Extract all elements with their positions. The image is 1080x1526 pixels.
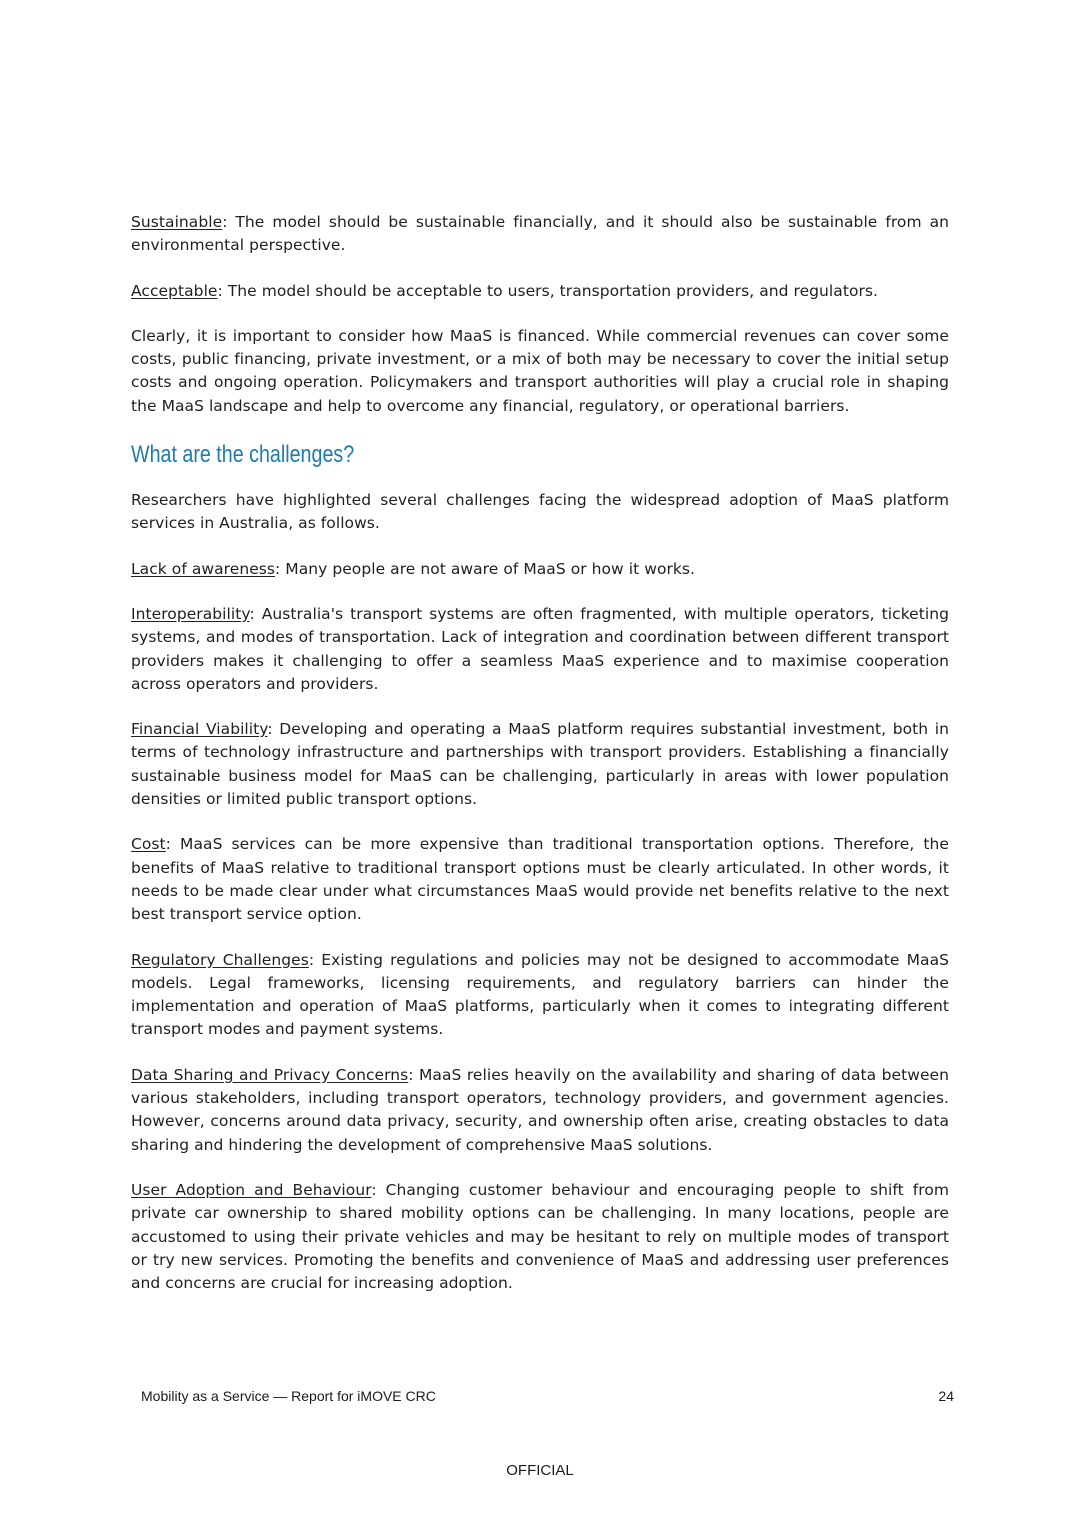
paragraph-text: : Existing regulations and policies may not be designed to accommodate MaaS models. Legal frameworks, licensing requirements, and regulatory barriers can hinder the implementation and operation of MaaS platforms, particularly when it comes to integrating different transport modes and payment systems. (131, 950, 950, 1039)
section-heading: What are the challenges? (131, 441, 355, 469)
paragraph-text: Clearly, it is important to consider how MaaS is financed. While commercial revenues can cover some costs, public financing, private investment, or a mix of both may be necessary to cover the initial setup costs and ongoing operation. Policymakers and transport authorities will play a crucial role in shaping the MaaS landscape and help to overcome any financial, regulatory, or operational barriers. (131, 326, 949, 415)
paragraph-text: : Changing customer behaviour and encouraging people to shift from private car ownership to shared mobility options can be challenging. In many locations, people are accustomed to using their private vehicles and may be hesitant to rely on multiple modes of transport or try new services. Promoting the benefits and convenience of MaaS and addressing user preferences and concerns are crucial for increasing adoption. (131, 1180, 950, 1293)
term-user-adoption: User Adoption and Behaviour (131, 1180, 372, 1199)
paragraph-financing (131, 325, 949, 418)
paragraph-text: Researchers have highlighted several challenges facing the widespread adoption of MaaS platform services in Australia, as follows. (131, 491, 949, 533)
paragraph-sustainable (131, 211, 949, 258)
footer-report-title: Mobility as a Service — Report for iMOVE CRC (141, 1388, 436, 1404)
term-acceptable: Acceptable (131, 281, 218, 300)
term-data-sharing: Data Sharing and Privacy Concerns (131, 1065, 409, 1084)
term-lack-of-awareness: Lack of awareness (131, 559, 276, 578)
paragraph-text: : Developing and operating a MaaS platform requires substantial investment, both in terms of technology infrastructure and partnerships with transport providers. Establishing a financially sustainable business model for MaaS can be challenging, particularly in areas with lower population densities or limited public transport options. (131, 720, 949, 809)
paragraph-data-sharing (131, 1064, 949, 1157)
paragraph-text: : The model should be sustainable financially, and it should also be sustainable from an environmental perspective. (131, 213, 949, 255)
term-regulatory-challenges: Regulatory Challenges (131, 950, 309, 969)
paragraph-intro (131, 489, 949, 536)
paragraph-text: : Australia's transport systems are often fragmented, with multiple operators, ticketing systems, and modes of transportation. Lack of integration and coordination between different transport providers makes it challenging to offer a seamless MaaS experience and to maximise cooperation across operators and providers. (131, 604, 949, 693)
paragraph-interoperability (131, 603, 949, 696)
paragraph-lack-of-awareness (131, 558, 949, 581)
security-classification: OFFICIAL (506, 1462, 574, 1479)
page-body (131, 211, 949, 1317)
paragraph-text: : The model should be acceptable to users, transportation providers, and regulators. (217, 281, 879, 300)
term-sustainable: Sustainable (131, 213, 223, 231)
footer-page-number: 24 (938, 1388, 954, 1404)
paragraph-acceptable (131, 280, 949, 303)
paragraph-regulatory-challenges (131, 949, 949, 1042)
term-financial-viability: Financial Viability (131, 720, 268, 739)
paragraph-text: : Many people are not aware of MaaS or how it works. (275, 559, 696, 578)
paragraph-financial-viability (131, 718, 949, 811)
term-cost: Cost (131, 835, 166, 854)
paragraph-text: : MaaS relies heavily on the availability and sharing of data between various stakeholders, including transport operators, technology providers, and government agencies. However, concerns around data privacy, security, and ownership often arise, creating obstacles to data sharing and hindering the development of comprehensive MaaS solutions. (131, 1065, 949, 1154)
paragraph-user-adoption (131, 1179, 949, 1295)
term-interoperability: Interoperability (131, 604, 250, 623)
paragraph-text: : MaaS services can be more expensive than traditional transportation options. Therefore, the benefits of MaaS relative to traditional transport options must be clearly articulated. In other words, it needs to be made clear under what circumstances MaaS would provide net benefits relative to the next best transport service option. (131, 835, 949, 924)
paragraph-cost (131, 833, 949, 926)
